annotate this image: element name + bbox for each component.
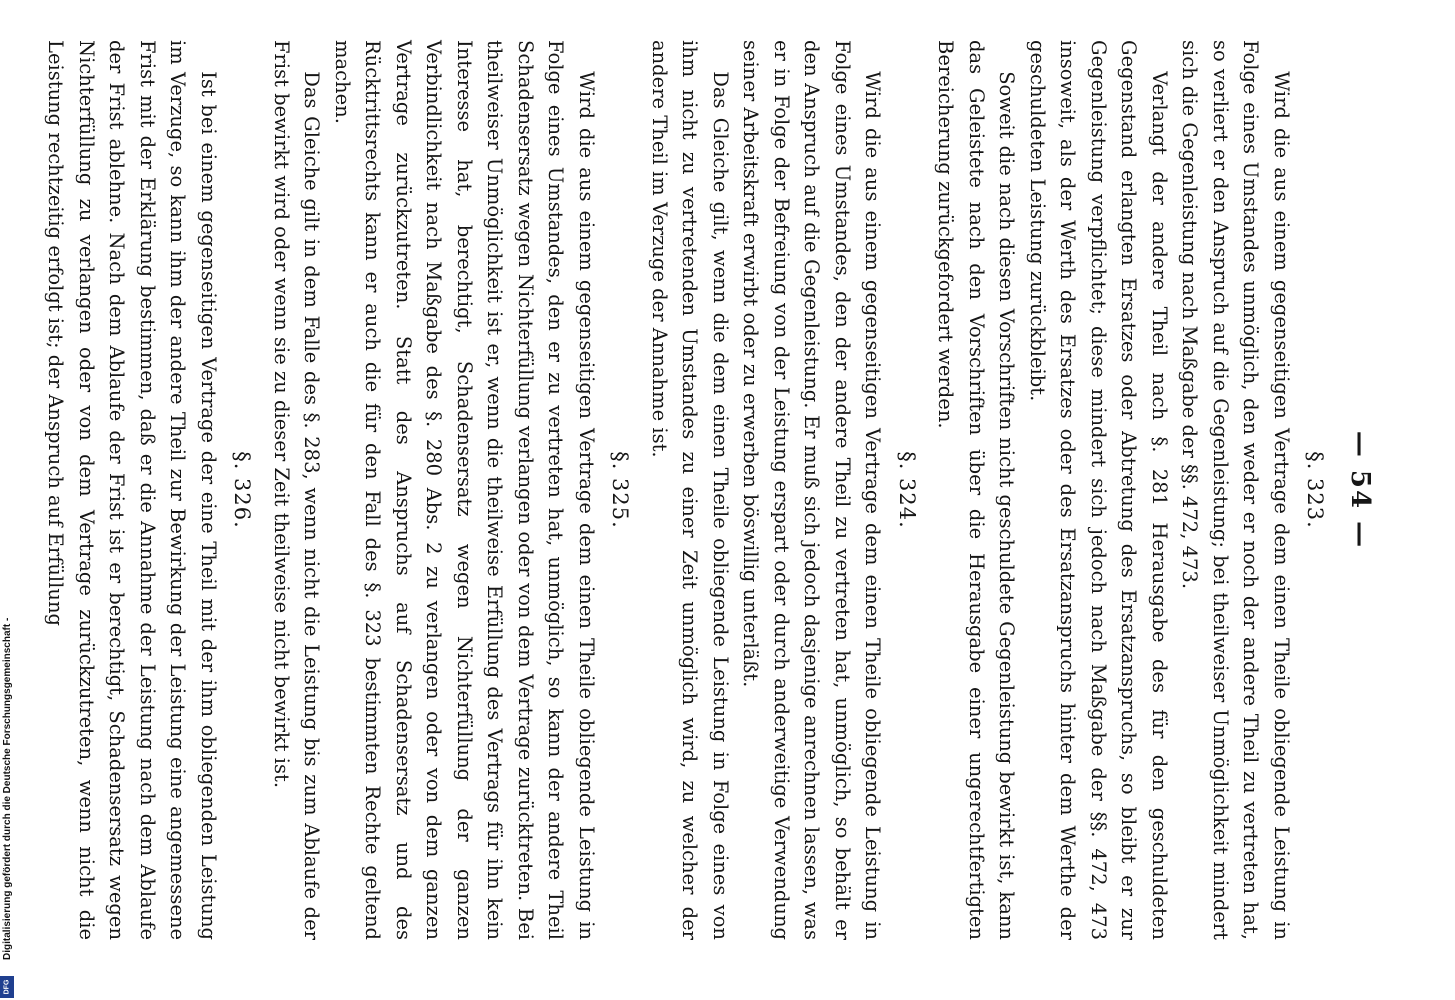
- paragraph: Soweit die nach diesen Vorschriften nicht geschuldete Gegenleistung bewirkt ist, kann das Geleistete nach den Vorschriften über die Herausgabe einer ungerechtfertigten Bereicherung zurückgefordert werden.: [934, 40, 1019, 940]
- paragraph: Wird die aus einem gegenseitigen Vertrage dem einen Theile obliegende Leistung in Folge eines Umstandes unmöglich, den weder er noch der andere Theil zu vertreten hat, so verliert er den Anspruch auf die Gegenleistung; bei theilweiser Unmöglichkeit mindert sich die Gegenleistung nach Maßgabe der §§. 472, 473.: [1178, 40, 1293, 940]
- section-heading: §. 323.: [1303, 451, 1328, 529]
- paragraph: Das Gleiche gilt, wenn die dem einen Theile obliegende Leistung in Folge eines von ihm nicht zu vertretenden Umstandes zu einer Zeit unmöglich wird, zu welcher der andere Theil im Verzuge der Annahme ist.: [648, 40, 732, 940]
- section-323: [930, 40, 1331, 940]
- section-325: [266, 40, 636, 940]
- paragraph: Wird die aus einem gegenseitigen Vertrage dem einen Theile obliegende Leistung in Folge eines Umstandes, den er zu vertreten hat, unmöglich, so kann der andere Theil Schadensersatz wegen Nichterfüllung verlangen oder von dem Vertrage zurücktreten. Bei theilweiser Unmöglichkeit ist er, wenn die theilweise Erfüllung des Vertrags für ihn kein Interesse hat, berechtigt, Schadensersatz wegen Nichterfüllung der ganzen Verbindlichkeit nach Maßgabe des §. 280 Abs. 2 zu verlangen oder von dem ganzen Vertrage zurückzutreten. Statt des Anspruchs auf Schadensersatz und des Rücktrittsrechts kann er auch die für den Fall des §. 323 bestimmten Rechte geltend machen.: [331, 40, 598, 940]
- document-page: [32, 40, 1375, 940]
- paragraph: Verlangt der andere Theil nach §. 281 Herausgabe des für den geschuldeten Gegenstand erlangten Ersatzes oder Abtretung des Ersatzanspruchs, so bleibt er zur Gegenleistung verpflichtet; diese mindert sich jedoch nach Maßgabe der §§. 472, 473 insoweit, als der Werth des Ersatzes oder des Ersatzanspruchs hinter dem Werthe der geschuldeten Leistung zurückbleibt.: [1026, 40, 1171, 940]
- section-heading: §. 325.: [608, 451, 633, 529]
- digitization-credit: Digitalisierung gefördert durch die Deutsche Forschungsgemeinschaft -: [2, 617, 13, 960]
- section-324: [644, 40, 923, 940]
- dfg-logo-text: DFG: [3, 979, 11, 995]
- digitization-credit-strip: [0, 0, 16, 1000]
- paragraph: Das Gleiche gilt in dem Falle des §. 283, wenn nicht die Leistung bis zum Ablaufe der Frist bewirkt wird oder wenn sie zu dieser Zeit theilweise nicht bewirkt ist.: [270, 40, 324, 940]
- paragraph: Ist bei einem gegenseitigen Vertrage der eine Theil mit der ihm obliegenden Leistung im Verzuge, so kann ihm der andere Theil zur Bewirkung der Leistung eine angemessene Frist mit der Erklärung bestimmen, daß er die Annahme der Leistung nach dem Ablaufe der Frist ablehne. Nach dem Ablaufe der Frist ist er berechtigt, Schadensersatz wegen Nichterfüllung zu verlangen oder von dem Vertrage zurückzutreten, wenn nicht die Leistung rechtzeitig erfolgt ist; der Anspruch auf Erfüllung: [44, 40, 220, 940]
- paragraph: Wird die aus einem gegenseitigen Vertrage dem einen Theile obliegende Leistung in Folge eines Umstandes, den der andere Theil zu vertreten hat, unmöglich, so behält er den Anspruch auf die Gegenleistung. Er muß sich jedoch dasjenige anrechnen lassen, was er in Folge der Befreiung von der Leistung erspart oder durch anderweitige Verwendung seiner Arbeitskraft erwirbt oder zu erwerben böswillig unterläßt.: [739, 40, 885, 940]
- section-heading: §. 324.: [895, 451, 919, 529]
- page-number: — 54 —: [1345, 430, 1375, 550]
- section-326: [40, 40, 258, 940]
- dfg-logo: [0, 976, 14, 998]
- section-heading: §. 326.: [230, 451, 255, 529]
